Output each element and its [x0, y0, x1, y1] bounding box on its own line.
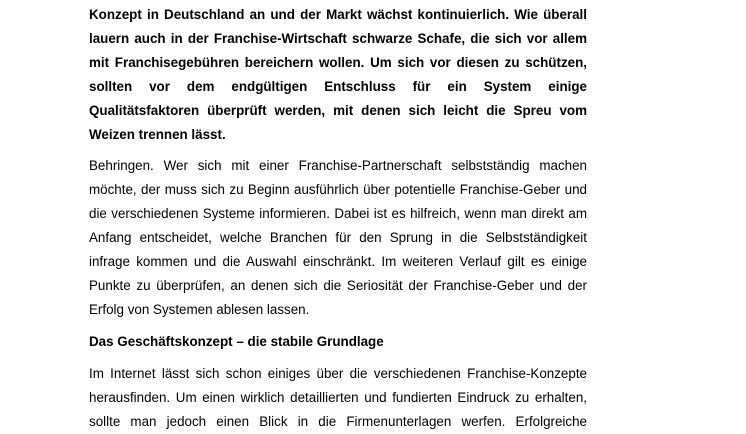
document-page	[89, 3, 587, 434]
section-heading: Das Geschäftskonzept – die stabile Grundlage	[89, 334, 384, 349]
body-paragraph: Behringen. Wer sich mit einer Franchise-Partnerschaft selbstständig machen möchte, der muss sich zu Beginn ausführlich über potentielle Franchise-Geber und die verschiedenen Systeme informieren. Dabei ist es hilfreich, wenn man direkt am Anfang entscheidet, welche Branchen für den Sprung in die Selbstständigkeit infrage kommen und die Auswahl einschränkt. Im weiteren Verlauf gilt es einige Punkte zu überprüfen, an denen sich die Seriosität der Franchise-Geber und der Erfolg von Systemen ablesen lassen.	[89, 158, 587, 317]
lead-paragraph: Konzept in Deutschland an und der Markt wächst kontinuierlich. Wie überall lauern auch in der Franchise-Wirtschaft schwarze Schafe, die sich vor allem mit Franchisegebühren bereichern wollen. Um sich vor diesen zu schützen, sollten vor dem endgültigen Entschluss für ein System einige Qualitätsfaktoren überprüft werden, mit denen sich leicht die Spreu vom Weizen trennen lässt.	[89, 7, 587, 142]
section-paragraph: Im Internet lässt sich schon einiges über die verschiedenen Franchise-Konzepte herausfinden. Um einen wirklich detaillierten und fundierten Eindruck zu erhalten, sollte man jedoch einen Blick in die Firmenunterlagen werfen. Erfolgreiche	[89, 366, 587, 429]
